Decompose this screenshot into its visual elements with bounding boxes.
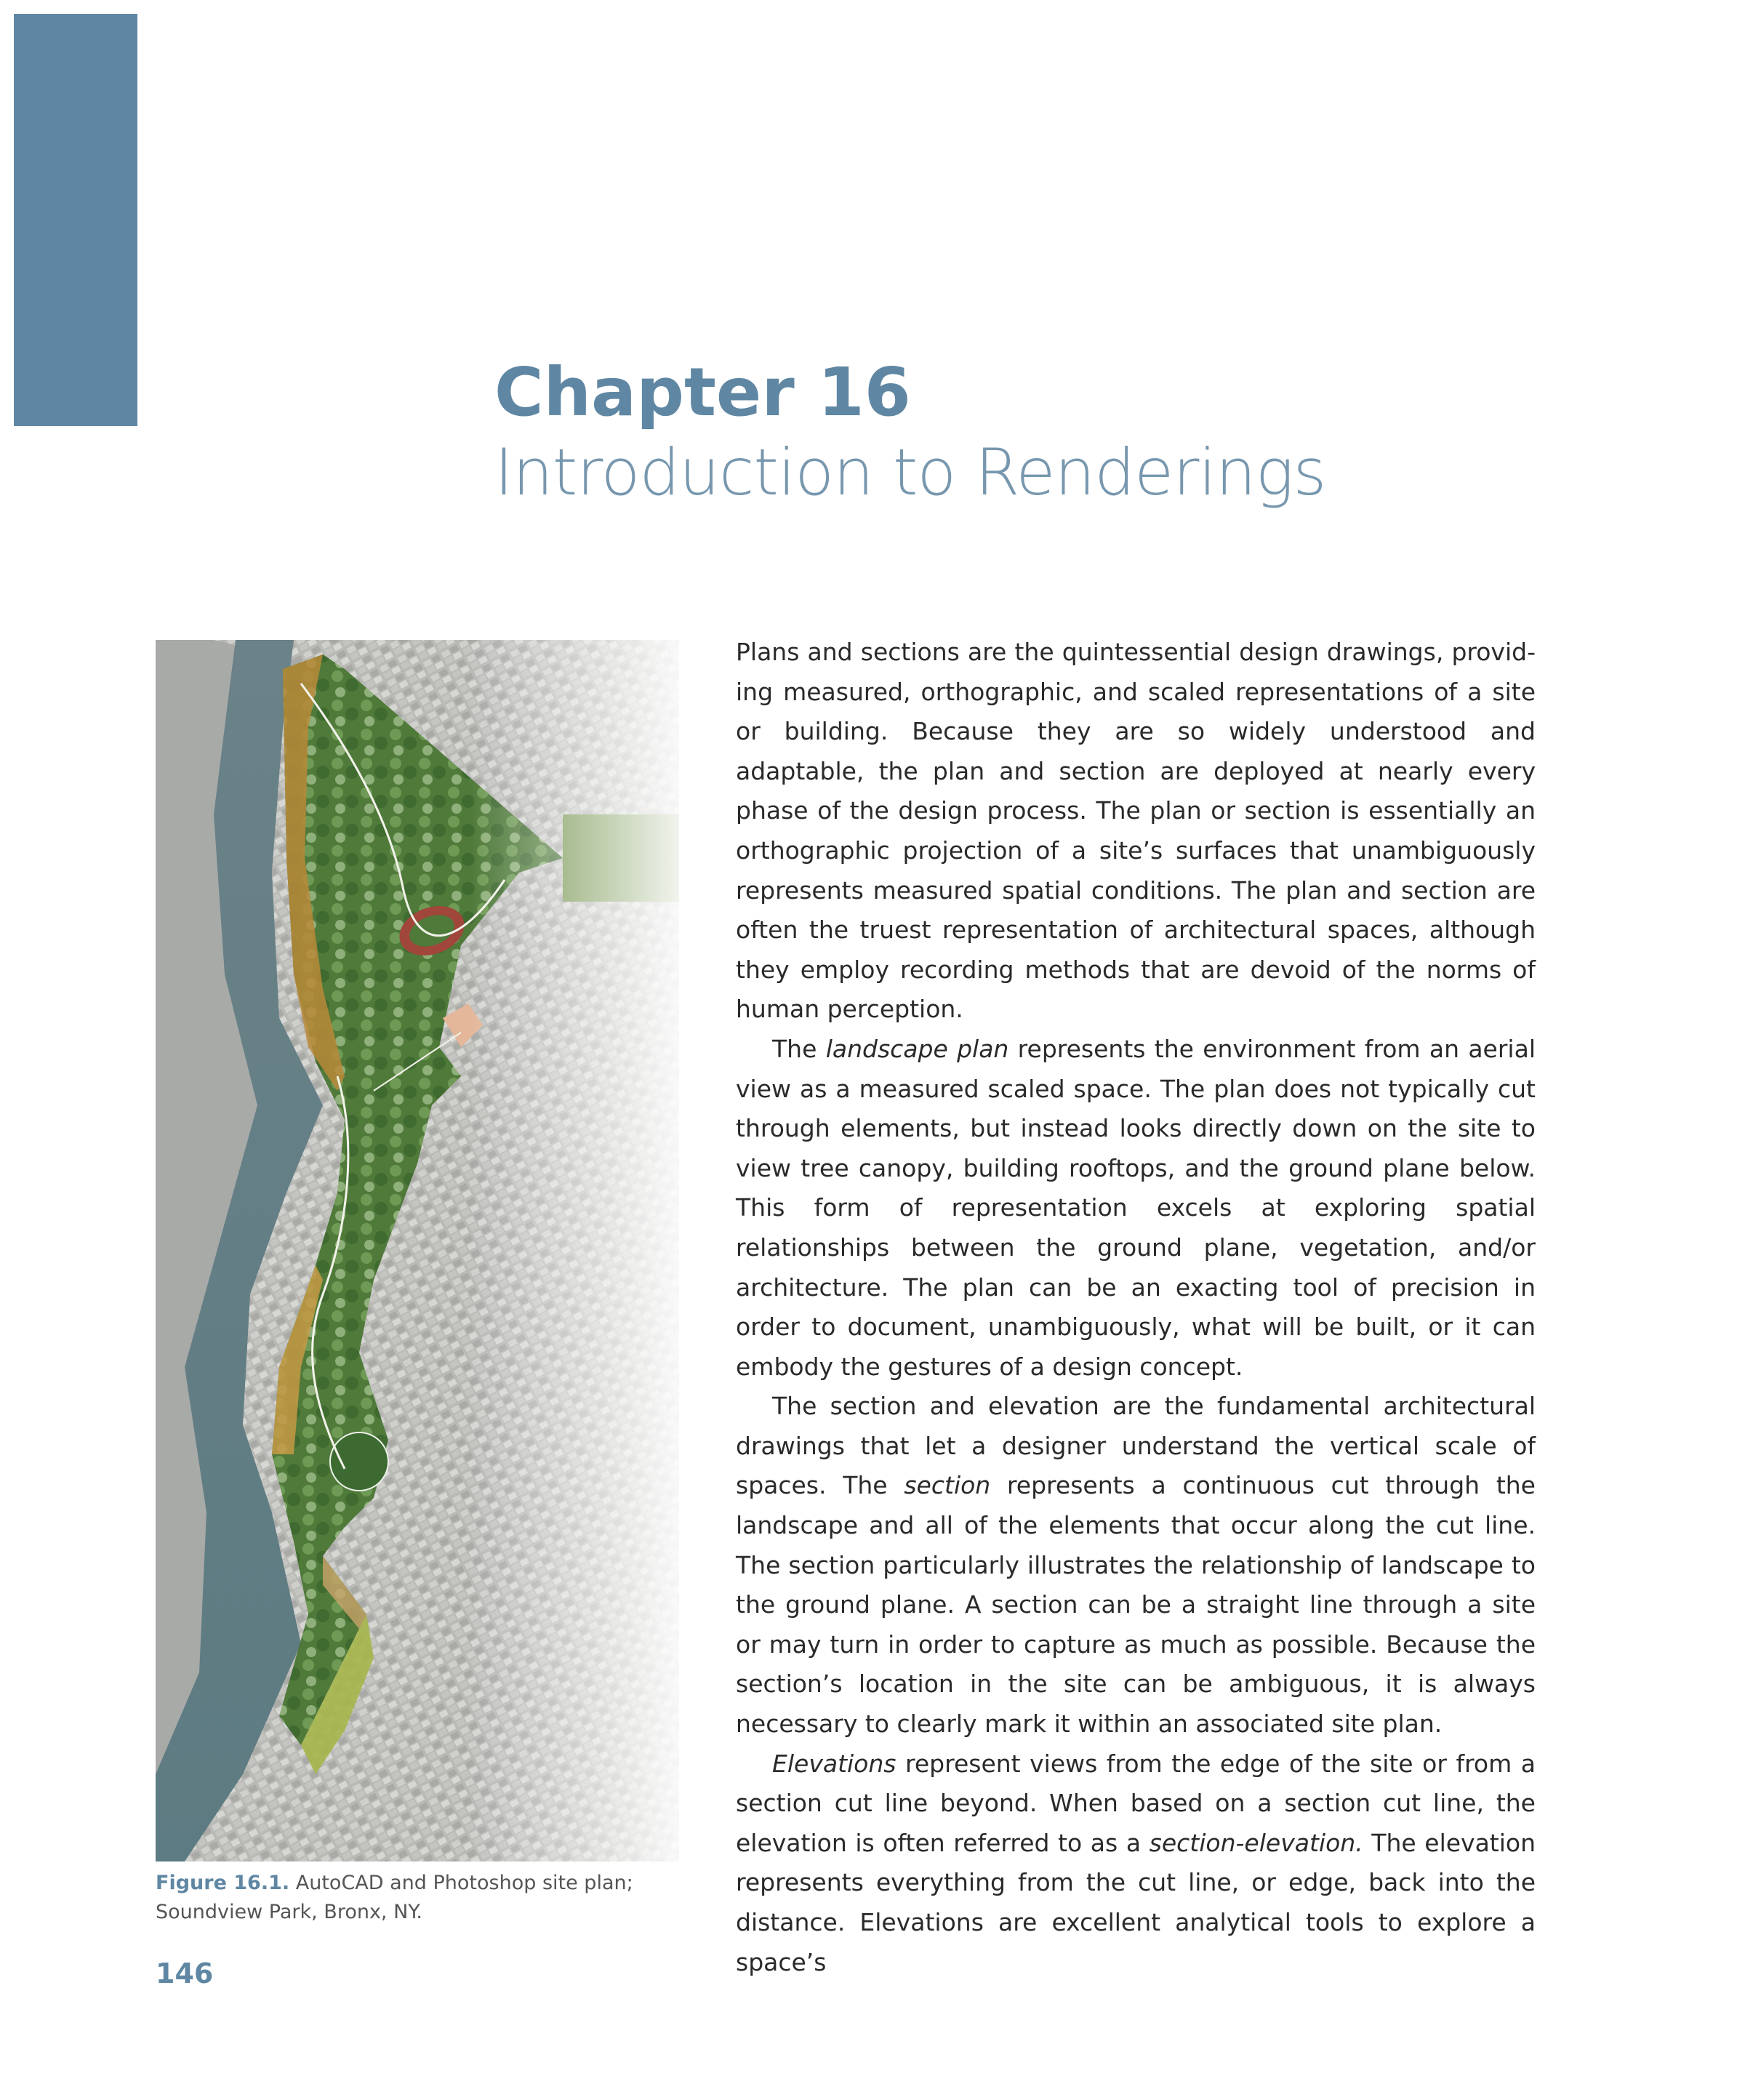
page-number: 146 <box>156 1957 214 1989</box>
chapter-edge-tab <box>14 14 137 426</box>
paragraph-text: represent views from the edge of the site or from a section cut line beyond. When based on a section cut line, the elevation is often referred to as a <box>736 1749 1536 1857</box>
figure-label: Figure 16.1. <box>156 1872 290 1894</box>
paragraph-text: represents a continuous cut through the landscape and all of the elements that occur along the cut line. The section particularly illustrates the relationship of landscape to the ground plane. A section can be a straight line through a site or may turn in order to capture as much as possible. Because the section’s location in the site can be ambiguous, it is always necessary to clearly mark it within an associated site plan. <box>736 1471 1536 1739</box>
paragraph-text: The elevation represents everything from the cut line, or edge, back into the distance. Elevations are excellent analytical tools to explore a space’s <box>736 1828 1536 1976</box>
body-paragraph <box>736 1387 1536 1744</box>
italic-term: section-elevation. <box>1149 1828 1363 1857</box>
figure-caption <box>156 1869 708 1927</box>
chapter-number: Chapter 16 <box>494 353 911 431</box>
paragraph-text: The section and elevation are the fundamental architectural drawings that let a designer understand the vertical scale of spaces. The <box>736 1392 1536 1500</box>
paragraph-text: represents the environment from an aerial view as a measured scaled space. The plan does not typically cut through elements, but instead looks directly down on the site to view tree canopy, building rooftops, and the ground plane below. This form of representation excels at exploring spatial relationships between the ground plane, vegetation, and/or architecture. The plan can be an exacting tool of precision in order to document, unambiguously, what will be built, or it can embody the gestures of a design concept. <box>736 1034 1536 1381</box>
italic-term: Elevations <box>772 1749 896 1778</box>
chapter-title: Introduction to Renderings <box>494 435 1326 510</box>
body-text <box>736 633 1536 1982</box>
italic-term: landscape plan <box>825 1034 1009 1063</box>
body-paragraph <box>736 633 1536 1030</box>
figure-caption-text: AutoCAD and Photoshop site plan; Soundview Park, Bronx, NY. <box>156 1872 633 1923</box>
body-paragraph <box>736 1030 1536 1387</box>
paragraph-text: The <box>772 1034 826 1063</box>
body-paragraph <box>736 1744 1536 1983</box>
italic-term: section <box>904 1471 991 1500</box>
site-plan-figure <box>156 640 679 1861</box>
chapter-heading <box>494 353 1541 513</box>
paragraph-text: Plans and sections are the quintessential design drawings, providing measured, orthographic, and scaled representations of a site or building. Because they are so widely understood and adaptable, the plan and section are deployed at nearly every phase of the design process. The plan or section is essentially an orthographic projection of a site’s surfaces that unambiguously represents measured spatial conditions. The plan and section are often the truest representation of architectural spaces, although they employ recording methods that are devoid of the norms of human perception. <box>736 638 1536 1024</box>
